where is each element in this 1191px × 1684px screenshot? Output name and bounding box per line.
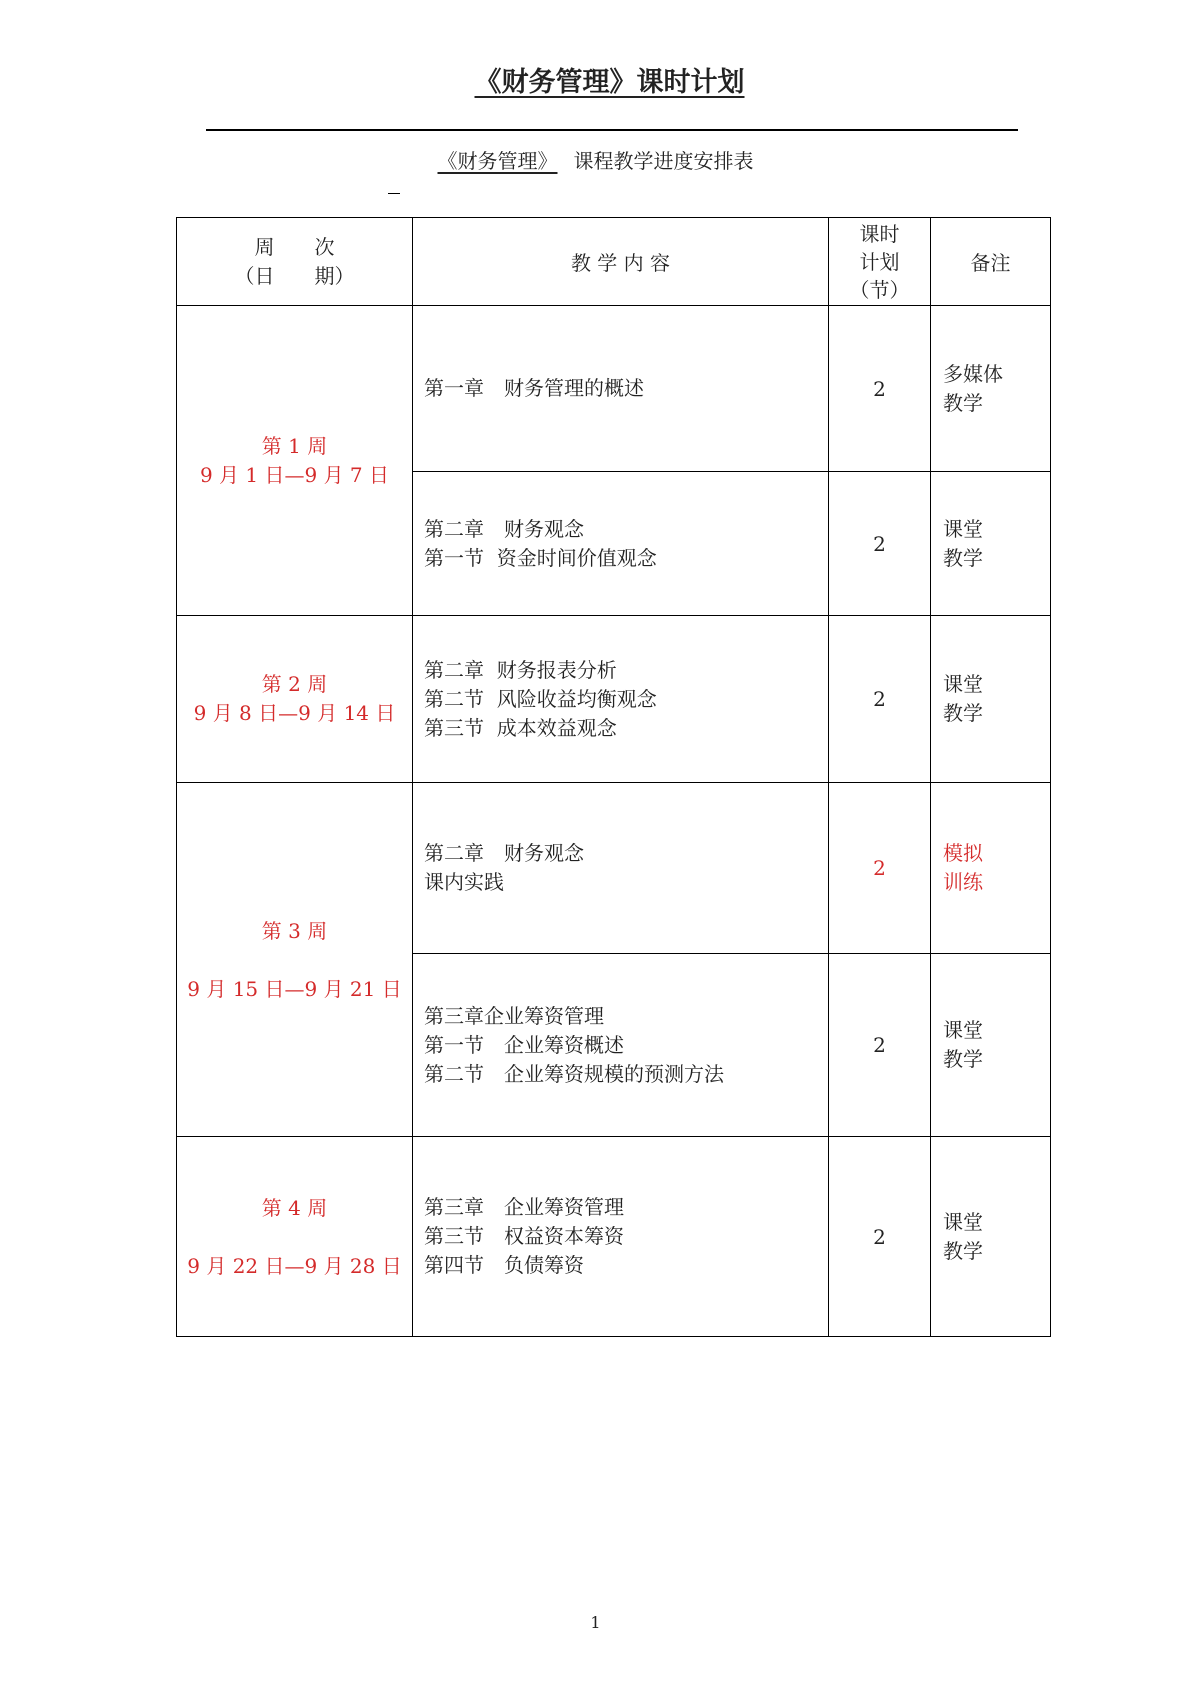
stray-dash bbox=[388, 193, 400, 194]
note-line: 教学 bbox=[943, 701, 983, 725]
content-line: 课内实践 bbox=[424, 870, 504, 894]
document-title-text: 《财务管理》课时计划 bbox=[474, 67, 745, 98]
header-content: 教 学 内 容 bbox=[413, 218, 829, 306]
content-cell bbox=[413, 783, 829, 954]
table-row bbox=[177, 306, 1051, 472]
content-line: 第一章 财务管理的概述 bbox=[424, 376, 644, 400]
content-line: 第二章 财务报表分析 bbox=[424, 657, 617, 682]
content-line: 第三节 权益资本筹资 bbox=[424, 1224, 624, 1248]
week-cell bbox=[177, 1137, 413, 1337]
note-line: 教学 bbox=[943, 1047, 983, 1071]
schedule-table bbox=[176, 217, 1051, 1337]
content-line: 第二章 财务观念 bbox=[424, 516, 584, 541]
content-cell bbox=[413, 306, 829, 472]
table-row bbox=[177, 783, 1051, 954]
content-line: 第三章 企业筹资管理 bbox=[424, 1195, 624, 1219]
note-line: 课堂 bbox=[943, 516, 983, 541]
content-line: 第二节 企业筹资规模的预测方法 bbox=[424, 1061, 724, 1086]
content-cell bbox=[413, 472, 829, 616]
header-row bbox=[177, 218, 1051, 306]
week-cell bbox=[177, 783, 413, 1137]
header-hours-line1: 课时 bbox=[859, 221, 900, 246]
note-line: 教学 bbox=[943, 545, 983, 570]
week-dates: 9 月 8 日—9 月 14 日 bbox=[193, 701, 396, 725]
title-divider bbox=[206, 129, 1018, 131]
note-cell bbox=[931, 783, 1051, 954]
week-label: 第 1 周 bbox=[261, 433, 328, 458]
header-week-label: 周 次 bbox=[254, 234, 335, 259]
header-hours-line3: （节） bbox=[849, 277, 910, 302]
content-line: 第三节 成本效益观念 bbox=[424, 715, 617, 740]
week-dates: 9 月 22 日—9 月 28 日 bbox=[187, 1253, 402, 1278]
content-cell bbox=[413, 1137, 829, 1337]
hours-cell: 2 bbox=[829, 306, 931, 472]
note-line: 多媒体 bbox=[943, 361, 1003, 386]
note-cell bbox=[931, 954, 1051, 1137]
header-hours bbox=[829, 218, 931, 306]
content-line: 第四节 负债筹资 bbox=[424, 1253, 584, 1277]
note-line: 课堂 bbox=[943, 1209, 983, 1234]
content-cell bbox=[413, 954, 829, 1137]
week-label: 第 2 周 bbox=[261, 672, 328, 696]
note-line: 教学 bbox=[943, 1238, 983, 1263]
table-caption bbox=[0, 145, 1191, 174]
caption-course-name: 《财务管理》 bbox=[437, 149, 558, 173]
week-dates: 9 月 15 日—9 月 21 日 bbox=[187, 976, 402, 1001]
caption-text: 课程教学进度安排表 bbox=[573, 149, 754, 173]
document-title bbox=[0, 60, 1191, 99]
note-cell bbox=[931, 306, 1051, 472]
note-cell bbox=[931, 1137, 1051, 1337]
hours-cell: 2 bbox=[829, 472, 931, 616]
week-label: 第 3 周 bbox=[261, 918, 328, 943]
content-line: 第一节 资金时间价值观念 bbox=[424, 545, 657, 570]
content-line: 第三章企业筹资管理 bbox=[424, 1003, 604, 1028]
content-line: 第一节 企业筹资概述 bbox=[424, 1032, 624, 1057]
note-line: 课堂 bbox=[943, 1018, 983, 1042]
header-note: 备注 bbox=[931, 218, 1051, 306]
content-line: 第二章 财务观念 bbox=[424, 841, 584, 865]
hours-cell: 2 bbox=[829, 1137, 931, 1337]
hours-cell: 2 bbox=[829, 616, 931, 783]
hours-cell: 2 bbox=[829, 954, 931, 1137]
note-cell bbox=[931, 616, 1051, 783]
week-label: 第 4 周 bbox=[261, 1195, 328, 1220]
note-line: 教学 bbox=[943, 390, 983, 415]
table-row bbox=[177, 1137, 1051, 1337]
week-dates: 9 月 1 日—9 月 7 日 bbox=[199, 462, 390, 487]
content-line: 第二节 风险收益均衡观念 bbox=[424, 686, 657, 711]
header-date-label: （日 期） bbox=[234, 263, 355, 288]
hours-cell: 2 bbox=[829, 783, 931, 954]
note-line: 训练 bbox=[943, 870, 983, 894]
table-row bbox=[177, 616, 1051, 783]
week-cell bbox=[177, 616, 413, 783]
note-cell bbox=[931, 472, 1051, 616]
note-line: 模拟 bbox=[943, 841, 983, 865]
page-number: 1 bbox=[590, 1613, 601, 1632]
note-line: 课堂 bbox=[943, 672, 983, 696]
header-week bbox=[177, 218, 413, 306]
week-cell bbox=[177, 306, 413, 616]
header-hours-line2: 计划 bbox=[859, 249, 900, 274]
content-cell bbox=[413, 616, 829, 783]
